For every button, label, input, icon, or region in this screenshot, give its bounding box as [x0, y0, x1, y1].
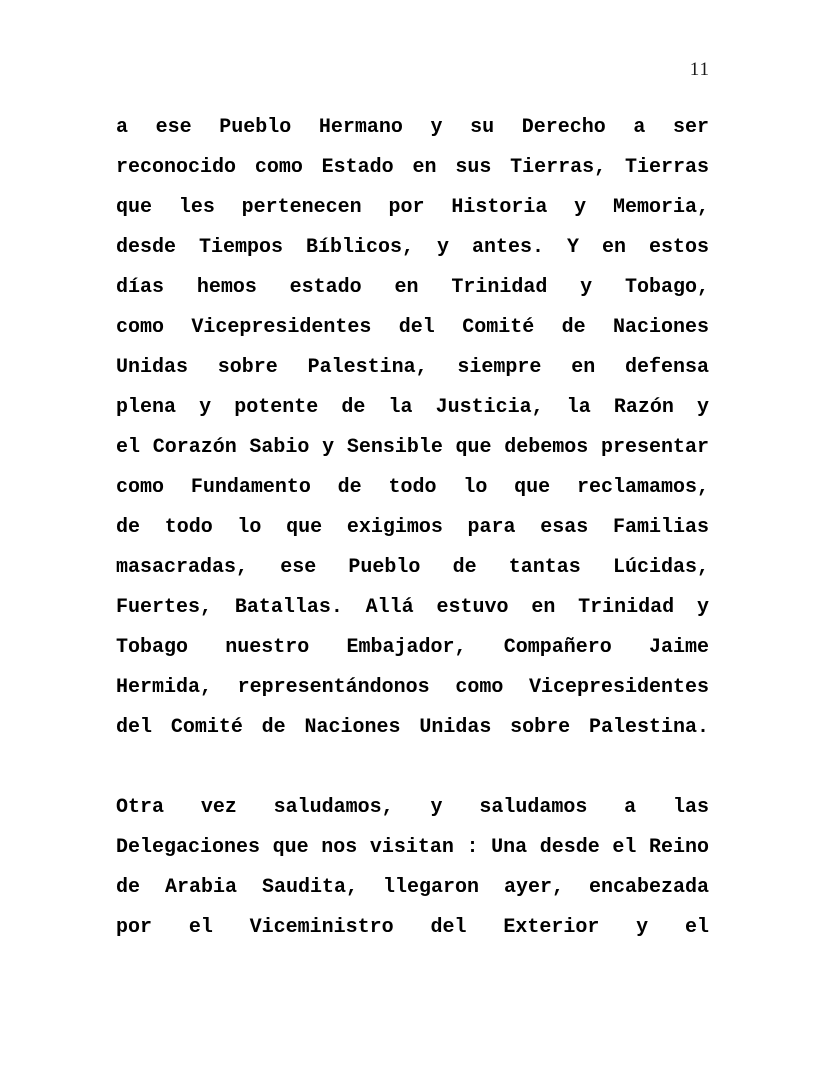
text-line: de todo lo que exigimos para esas Familias: [116, 516, 709, 539]
text-line: Unidas sobre Palestina, siempre en defensa: [116, 356, 709, 379]
text-line: por el Viceministro del Exterior y el: [116, 916, 709, 939]
page-number: 11: [689, 59, 710, 80]
text-line: Fuertes, Batallas. Allá estuvo en Trinidad y: [116, 596, 709, 619]
text-line: reconocido como Estado en sus Tierras, Tierras: [116, 156, 709, 179]
text-line: días hemos estado en Trinidad y Tobago,: [116, 276, 709, 299]
text-line: del Comité de Naciones Unidas sobre Palestina.: [116, 716, 709, 739]
text-line: Delegaciones que nos visitan : Una desde el Reino: [116, 836, 709, 859]
text-line: el Corazón Sabio y Sensible que debemos presentar: [116, 436, 709, 459]
document-body: [116, 108, 709, 948]
text-line: como Fundamento de todo lo que reclamamos,: [116, 476, 709, 499]
text-line: desde Tiempos Bíblicos, y antes. Y en estos: [116, 236, 709, 259]
text-line: Tobago nuestro Embajador, Compañero Jaime: [116, 636, 709, 659]
text-line: a ese Pueblo Hermano y su Derecho a ser: [116, 116, 709, 139]
paragraph-2: [116, 788, 709, 948]
text-line: masacradas, ese Pueblo de tantas Lúcidas,: [116, 556, 709, 579]
text-line: de Arabia Saudita, llegaron ayer, encabezada: [116, 876, 709, 899]
text-line: Hermida, representándonos como Vicepresidentes: [116, 676, 709, 699]
text-line: plena y potente de la Justicia, la Razón y: [116, 396, 709, 419]
text-line: que les pertenecen por Historia y Memoria,: [116, 196, 709, 219]
text-line: como Vicepresidentes del Comité de Naciones: [116, 316, 709, 339]
paragraph-1: [116, 108, 709, 748]
text-line: Otra vez saludamos, y saludamos a las: [116, 796, 709, 819]
